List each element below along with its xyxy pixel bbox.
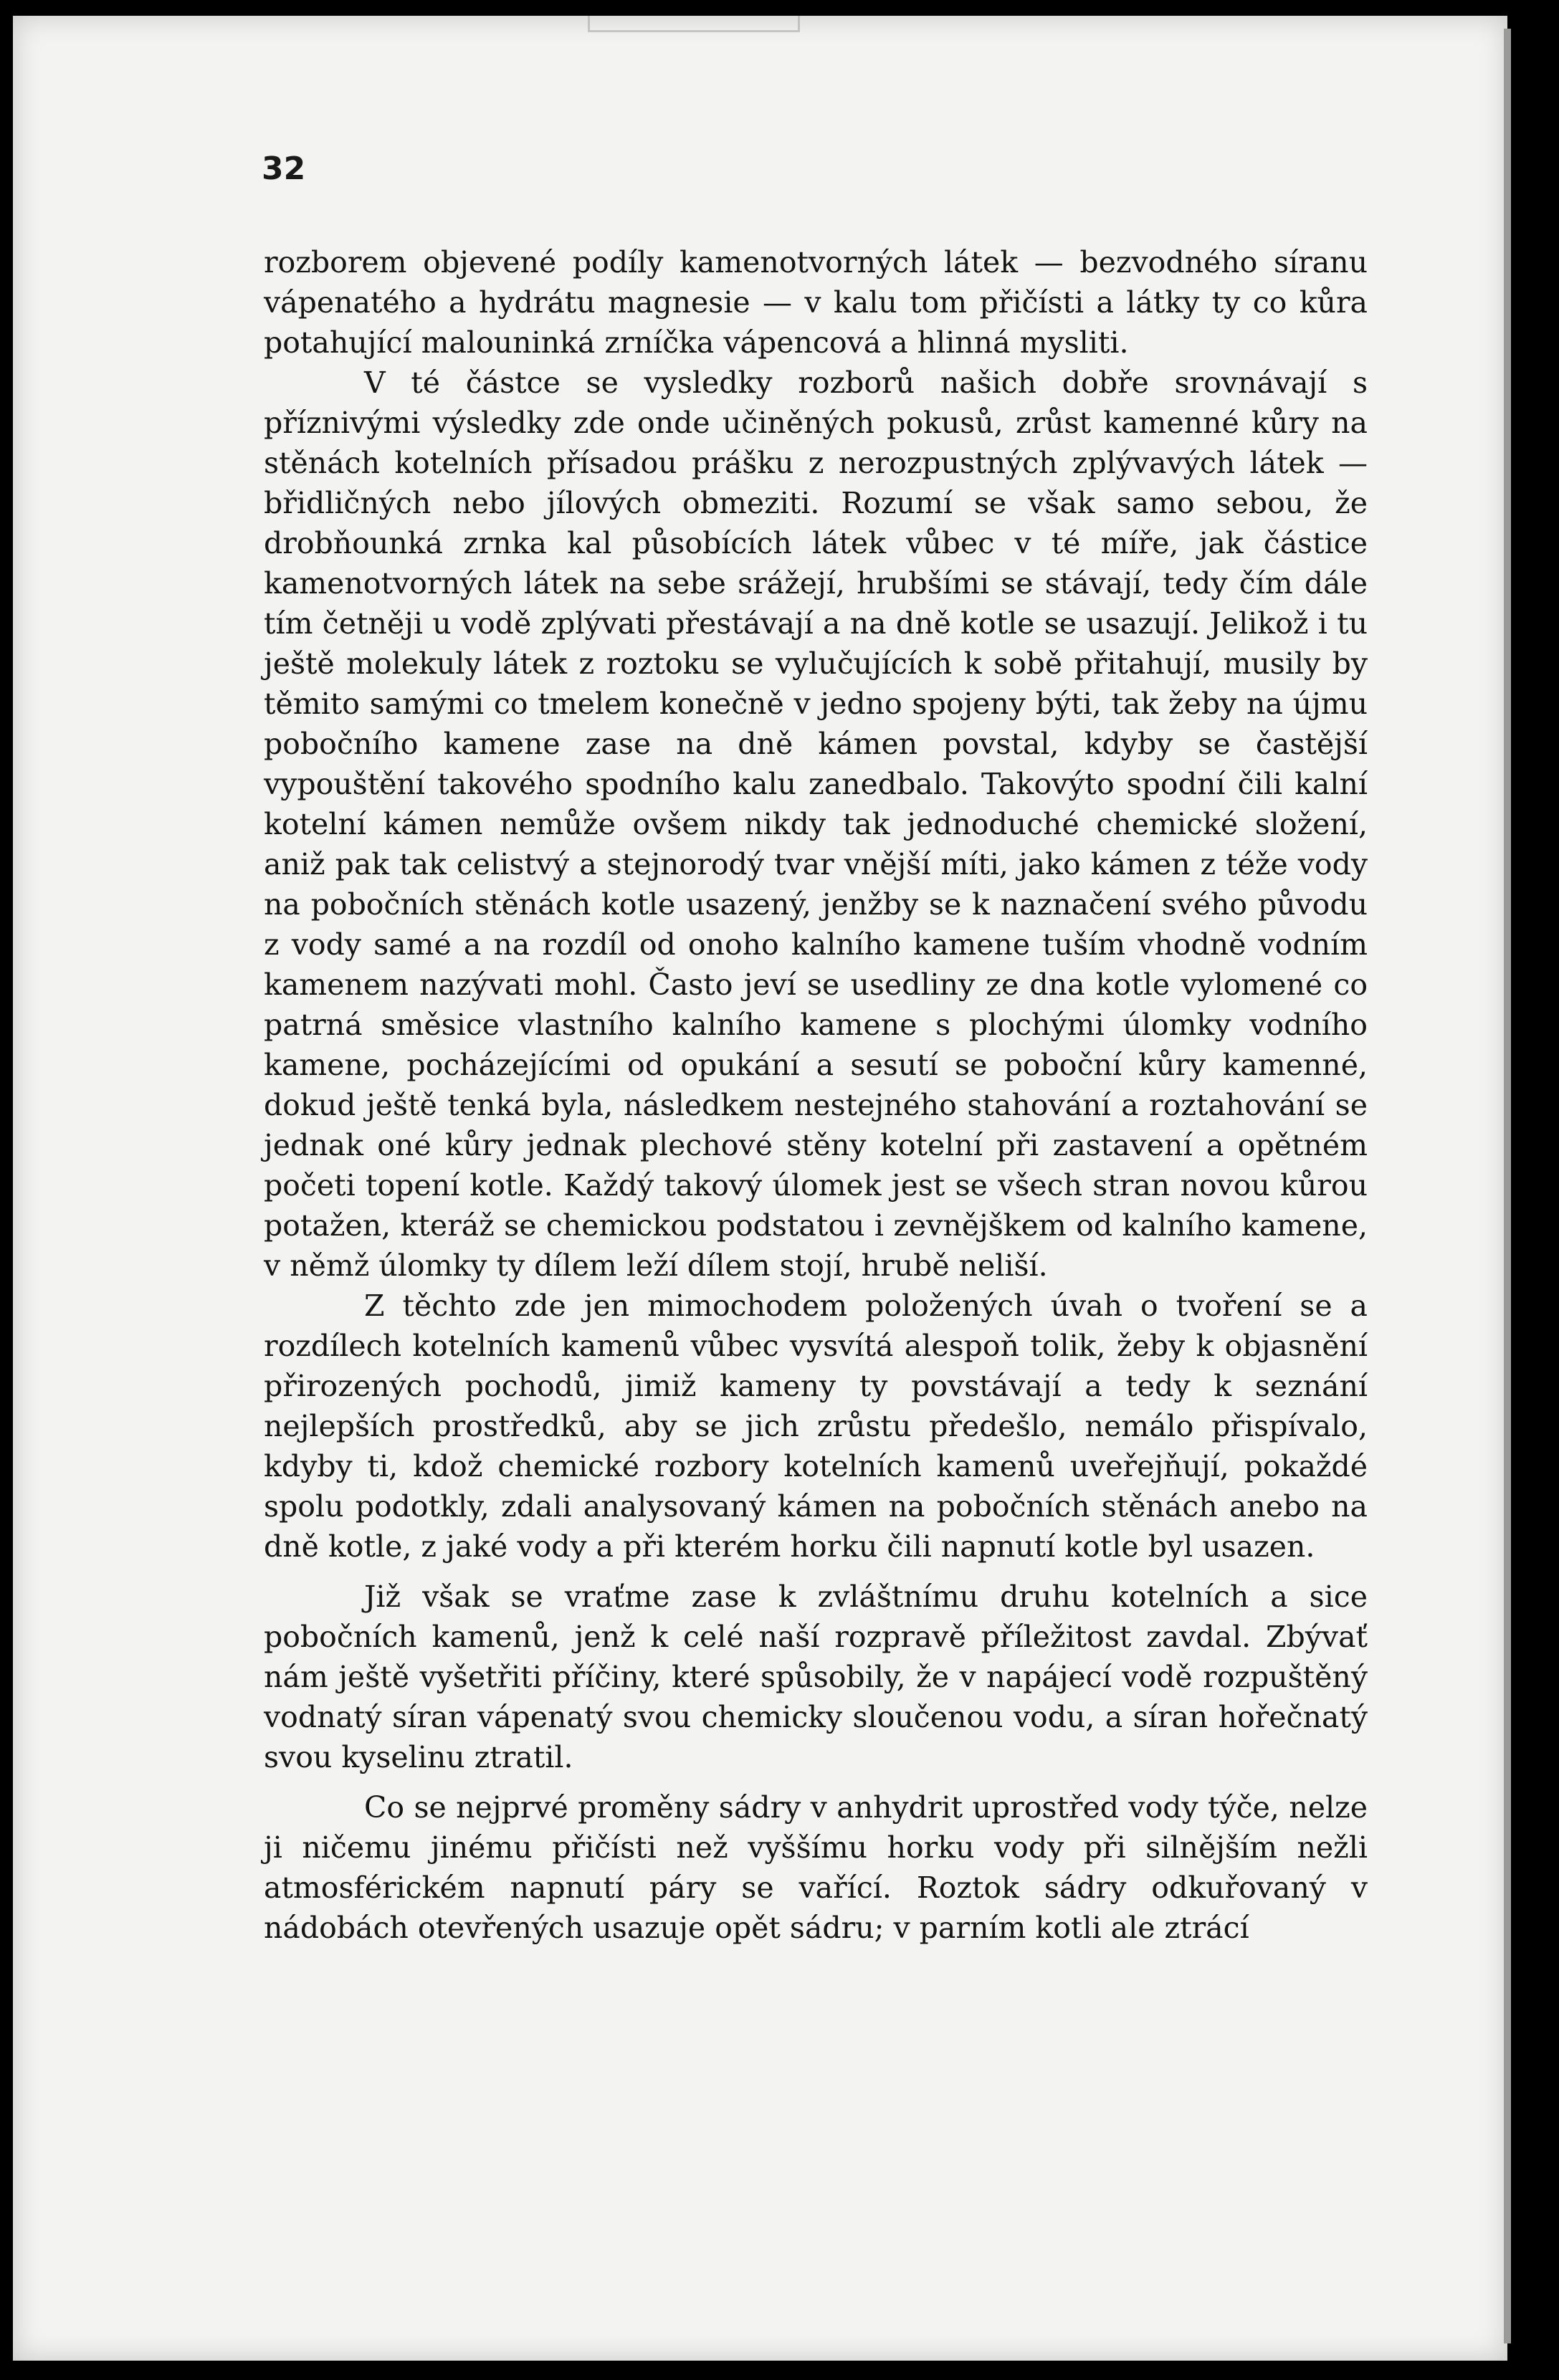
header-bracket-mark [588,16,800,32]
paragraph-2: V té částce se vysledky rozborů našich dobře srovnávají s příznivými výsledky zde onde učiněných pokusů, zrůst kamenné kůry na stěnách kotelních přísadou prášku z nerozpustných zplývavých látek — břidličných nebo jílových obmeziti. Rozumí se však samo sebou, že drobňounká zrnka kal působících látek vůbec v té míře, jak částice kamenotvorných látek na sebe srážejí, hrubšími se stávají, tedy čím dále tím četněji u vodě zplývati přestávají a na dně kotle se usazují. Jelikož i tu ještě molekuly látek z roztoku se vylučujících k sobě přitahují, musily by těmito samými co tmelem konečně v jedno spojeny býti, tak žeby na újmu pobočního kamene zase na dně kámen povstal, kdyby se častější vypouštění takového spodního kalu zanedbalo. Takovýto spodní čili kalní kotelní kámen nemůže ovšem nikdy tak jednoduché chemické složení, aniž pak tak celistvý a stejnorodý tvar vnější míti, jako kámen z téže vody na pobočních stěnách kotle usazený, jenžby se k naznačení svého původu z vody samé a na rozdíl od onoho kalního kamene tuším vhodně vodním kamenem nazývati mohl. Často jeví se usedliny ze dna kotle vylomené co patrná směsice vlastního kalního kamene s plochými úlomky vodního kamene, pocházejícími od opukání a sesutí se poboční kůry kamenné, dokud ještě tenká byla, následkem nestejného stahování a roztahování se jednak oné kůry jednak plechové stěny kotelní při zastavení a opětném početi topení kotle. Každý takový úlomek jest se všech stran novou kůrou potažen, kteráž se chemickou podstatou i zevnějškem od kalního kamene, v němž úlomky ty dílem leží dílem stojí, hrubě neliší. [264,365,1368,1283]
page-number: 32 [262,150,306,187]
page-edge-shadow [1504,29,1511,2343]
paragraph-1: rozborem objevené podíly kamenotvorných látek — bezvodného síranu vápenatého a hydrátu magnesie — v kalu tom přičísti a látky ty co kůra potahující malouninká zrníčka vápencová a hlinná mysliti. [264,245,1368,360]
paragraph-4: Již však se vraťme zase k zvláštnímu druhu kotelních a sice pobočních kamenů, jenž k celé naší rozpravě příležitost zavdal. Zbývať nám ještě vyšetřiti příčiny, které spůsobily, že v napájecí vodě rozpuštěný vodnatý síran vápenatý svou chemicky sloučenou vodu, a síran hořečnatý svou kyselinu ztratil. [264,1580,1368,1774]
paragraph-5: Co se nejprvé proměny sádry v anhydrit uprostřed vody týče, nelze ji ničemu jinému přičísti než vyššímu horku vody při silnějším nežli atmosférickém napnutí páry se vařící. Roztok sádry odkuřovaný v nádobách otevřených usazuje opět sádru; v parním kotli ale ztrácí [264,1790,1368,1945]
paragraph-3: Z těchto zde jen mimochodem položených úvah o tvoření se a rozdílech kotelních kamenů vůbec vysvítá alespoň tolik, žeby k objasnění přirozených pochodů, jimiž kameny ty povstávají a tedy k seznání nejlepších prostředků, aby se jich zrůstu předešlo, nemálo přispívalo, kdyby ti, kdož chemické rozbory kotelních kamenů uveřejňují, pokaždé spolu podotkly, zdali analysovaný kámen na pobočních stěnách anebo na dně kotle, z jaké vody a při kterém horku čili napnutí kotle byl usazen. [264,1289,1368,1564]
body-text [264,242,1368,1948]
